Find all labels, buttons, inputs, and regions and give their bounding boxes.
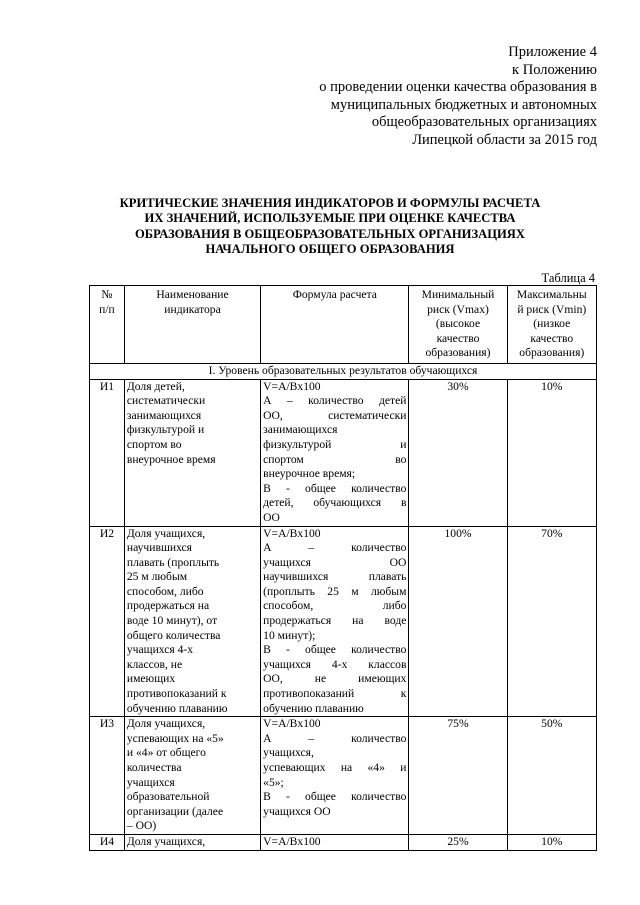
header-line: общеобразовательных организациях [371, 114, 597, 131]
indicator-id: И4 [90, 834, 125, 850]
indicator-id: И1 [90, 379, 125, 526]
title-line: ИХ ЗНАЧЕНИЙ, ИСПОЛЬЗУЕМЫЕ ПРИ ОЦЕНКЕ КАЧЕСТВА [144, 211, 516, 226]
indicator-name-line: успевающих на «5» [126, 731, 224, 745]
header-line: Липецкой области за 2015 год [412, 131, 597, 148]
col-min-risk-header [409, 286, 507, 364]
header-line: о проведении оценки качества образования в [319, 79, 597, 96]
table-row [90, 526, 597, 717]
header-cell-line: Формула расчета [292, 288, 377, 301]
header-cell-line: Наименование [156, 288, 229, 301]
formula-line: спортом во [263, 452, 407, 466]
indicator-name [124, 379, 260, 526]
header-cell-line: образования) [519, 346, 585, 360]
formula-line: (проплыть 25 м любым [263, 584, 407, 598]
indicator-name-line: 25 м любым [126, 570, 188, 584]
indicator-name-line: Доля учащихся, [126, 717, 206, 731]
indicator-name-line: – ОО) [126, 819, 157, 833]
indicator-name-line: физкультурой и [126, 423, 205, 437]
indicator-name [124, 717, 260, 835]
indicator-name-line: противопоказаний к [126, 687, 227, 701]
document-title [60, 196, 600, 258]
formula-line: обучению плаванию [263, 701, 364, 715]
formula-line: физкультурой и [263, 437, 407, 451]
indicator-id: И3 [90, 717, 125, 835]
formula-line: V=A/Bx100 [263, 526, 321, 540]
header-cell-line: п/п [99, 302, 115, 316]
table-header-row [90, 286, 597, 364]
indicators-table [89, 285, 597, 851]
header-cell-line: индикатора [164, 302, 221, 316]
indicator-name-line: учащихся [126, 775, 175, 789]
indicator-name-line: организации (далее [126, 804, 224, 818]
max-risk-value: 70% [507, 526, 596, 717]
header-cell-line: № [101, 288, 113, 301]
formula-line: ОО, систематически [263, 408, 407, 422]
indicator-name-line: занимающихся [126, 408, 202, 422]
indicator-name-line: и «4» от общего [126, 746, 206, 760]
formula-line: А – количество [263, 541, 407, 555]
section-title: I. Уровень образовательных результатов обучающихся [90, 363, 597, 379]
formula-line: V=A/Bx100 [263, 379, 321, 393]
header-cell-line: качество [436, 331, 480, 345]
formula-line: ОО, не имеющих [263, 672, 407, 686]
header-cell-line: (низкое [533, 317, 571, 331]
formula-line: учащихся, [263, 746, 314, 760]
table-row [90, 379, 597, 526]
formula-line: детей, обучающихся в [263, 496, 407, 510]
col-number-header [90, 286, 125, 364]
indicator-formula [261, 834, 409, 850]
formula-line: А – количество детей [263, 394, 407, 408]
indicator-name-line: учащихся 4-х [126, 643, 194, 657]
table-caption: Таблица 4 [541, 271, 595, 285]
formula-line: учащихся ОО [263, 555, 407, 569]
formula-line: 10 минут); [263, 628, 316, 642]
section-row [90, 363, 597, 379]
header-cell-line: качество [530, 331, 574, 345]
formula-line: V=A/Bx100 [263, 717, 321, 731]
header-cell-line: Максимальны [516, 288, 587, 301]
formula-line: «5»; [263, 775, 284, 789]
header-line: Приложение 4 [508, 44, 597, 60]
max-risk-value: 50% [507, 717, 596, 835]
header-line: муниципальных бюджетных и автономных [330, 96, 597, 113]
indicator-name-line: плавать (проплыть [126, 555, 220, 569]
formula-line: В - общее количество [263, 481, 407, 495]
header-cell-line: й риск (Vmin) [517, 302, 587, 316]
header-cell-line: образования) [425, 346, 491, 360]
indicator-name-line: классов, не [126, 657, 183, 671]
indicator-name-line: Доля учащихся, [126, 526, 206, 540]
indicator-name-line: образовательной [126, 790, 210, 804]
col-indicator-name-header [124, 286, 260, 364]
indicator-name-line: систематически [126, 394, 206, 408]
formula-line: успевающих на «4» и [263, 761, 407, 774]
formula-line: внеурочное время; [263, 467, 356, 481]
indicator-name-line: продержаться на [126, 599, 210, 613]
min-risk-value: 25% [409, 834, 507, 850]
title-line: КРИТИЧЕСКИЕ ЗНАЧЕНИЯ ИНДИКАТОРОВ И ФОРМУЛЫ РАСЧЕТА [119, 196, 541, 210]
indicator-name-line: внеурочное время [126, 452, 216, 466]
formula-line: способом, либо [263, 599, 407, 613]
title-line: ОБРАЗОВАНИЯ В ОБЩЕОБРАЗОВАТЕЛЬНЫХ ОРГАНИЗАЦИЯХ [135, 226, 525, 241]
formula-line: противопоказаний к [263, 687, 407, 701]
formula-line: А – количество [263, 731, 407, 745]
formula-line: научившихся плавать [263, 570, 407, 584]
table-row [90, 717, 597, 835]
title-line: НАЧАЛЬНОГО ОБЩЕГО ОБРАЗОВАНИЯ [205, 242, 455, 257]
formula-line: В - общее количество [263, 790, 407, 804]
formula-line: ОО [263, 510, 280, 524]
indicator-name-line: количества [126, 761, 182, 774]
indicator-name-line: Доля учащихся, [126, 834, 206, 848]
formula-line: учащихся ОО [263, 804, 331, 818]
min-risk-value: 30% [409, 379, 507, 526]
indicator-name [124, 834, 260, 850]
header-cell-line: Минимальный [421, 288, 495, 301]
indicator-formula [261, 379, 409, 526]
table-row [90, 834, 597, 850]
formula-line: занимающихся [263, 423, 338, 437]
indicator-name [124, 526, 260, 717]
formula-line: продержаться на воде [263, 614, 407, 628]
header-cell-line: (высокое [435, 317, 481, 331]
indicator-name-line: общего количества [126, 628, 221, 642]
indicator-name-line: обучению плаванию [126, 701, 228, 715]
indicator-name-line: способом, либо [126, 584, 204, 598]
indicator-name-line: воде 10 минут), от [126, 614, 218, 628]
formula-line: В - общее количество [263, 643, 407, 657]
col-max-risk-header [507, 286, 596, 364]
indicator-formula [261, 526, 409, 717]
indicator-name-line: спортом во [126, 437, 182, 451]
indicator-name-line: научившихся [126, 541, 193, 555]
indicator-name-line: Доля детей, [126, 379, 185, 393]
formula-line: V=A/Bx100 [263, 834, 321, 848]
indicator-id: И2 [90, 526, 125, 717]
indicator-name-line: имеющих [126, 672, 176, 686]
indicator-formula [261, 717, 409, 835]
max-risk-value: 10% [507, 379, 596, 526]
min-risk-value: 100% [409, 526, 507, 717]
header-line: к Положению [512, 61, 597, 78]
header-cell-line: риск (Vmax) [427, 302, 489, 316]
col-formula-header [261, 286, 409, 364]
formula-line: учащихся 4-х классов [263, 657, 407, 671]
document-header [319, 44, 597, 150]
min-risk-value: 75% [409, 717, 507, 835]
max-risk-value: 10% [507, 834, 596, 850]
